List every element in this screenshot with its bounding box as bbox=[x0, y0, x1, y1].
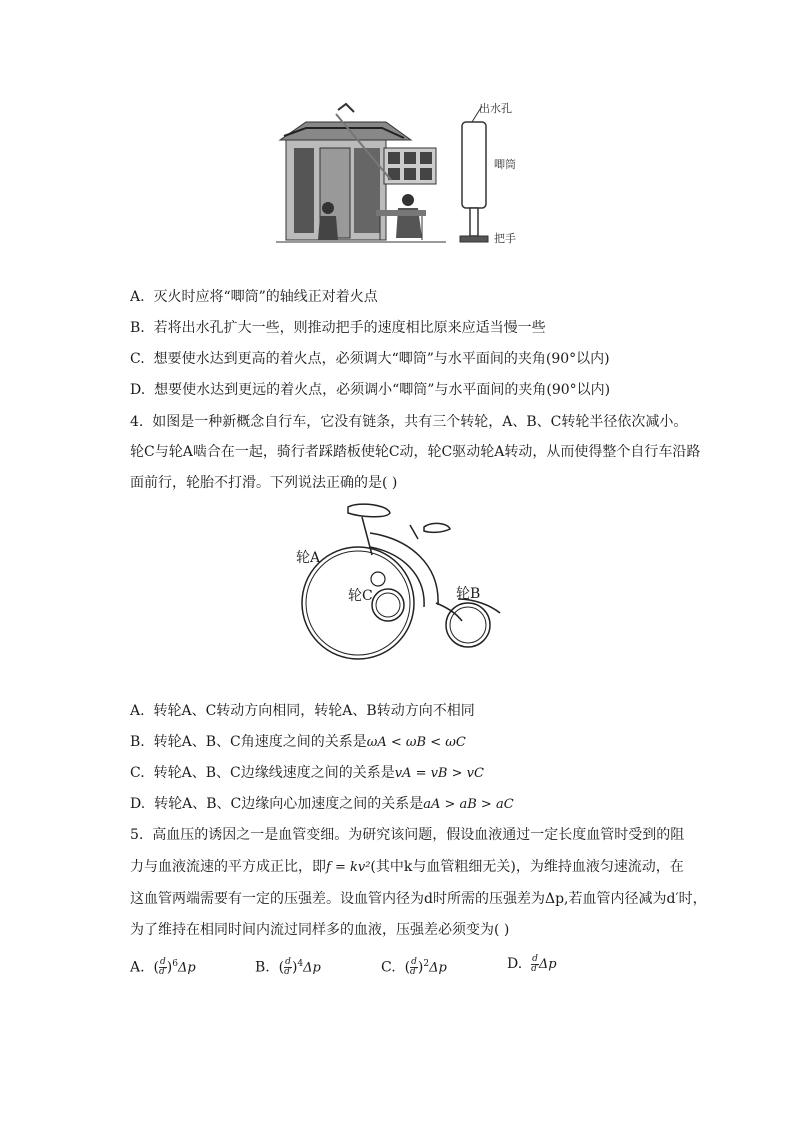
fraction: $\frac{d}{d'}$ bbox=[284, 957, 292, 978]
label-tube: 唧筒 bbox=[494, 158, 516, 171]
q5-option-d: D. $\frac{d}{d'}$ Δp bbox=[507, 953, 557, 974]
q5-stem-line4: 为了维持在相同时间内流过同样多的血液，压强差必须变为( ) bbox=[130, 922, 510, 938]
figure-fire-pump bbox=[276, 100, 516, 250]
fraction: $\frac{d}{d'}$ bbox=[531, 953, 539, 974]
label-wheel-b: 轮B bbox=[456, 586, 481, 602]
fraction: $\frac{d}{d'}$ bbox=[158, 957, 167, 978]
q5-stem-line2: 力与血液流速的平方成正比，即f = kv²(其中k与血管粗细无关)，为维持血液匀速流动，在 bbox=[130, 859, 684, 875]
q4-option-b: B. 转轮A、B、C角速度之间的关系是ωA < ωB < ωC bbox=[130, 734, 466, 750]
label-outlet: 出水孔 bbox=[479, 102, 512, 115]
fraction: $\frac{d}{d'}$ bbox=[410, 957, 418, 978]
q3-option-a: A. 灭火时应将“唧筒”的轴线正对着火点 bbox=[130, 289, 378, 305]
pump-tube-diagram bbox=[452, 100, 522, 250]
q4-stem-line2: 轮C与轮A啮合在一起，骑行者踩踏板使轮C动，轮C驱动轮A转动，从而使得整个自行车沿路 bbox=[130, 444, 701, 460]
q4-option-a: A. 转轮A、C转动方向相同，转轮A、B转动方向不相同 bbox=[130, 703, 475, 719]
q5-stem-line3: 这血管两端需要有一定的压强差。设血管内径为d时所需的压强差为Δp,若血管内径减为d′时， bbox=[130, 891, 707, 907]
q4-option-c: C. 转轮A、B、C边缘线速度之间的关系是vA = vB > vC bbox=[130, 765, 484, 781]
label-wheel-a: 轮A bbox=[296, 550, 321, 566]
label-wheel-c: 轮C bbox=[348, 588, 373, 604]
q5-option-b: B. ( $\frac{d}{d'}$ )$^4$Δp bbox=[255, 957, 321, 978]
q4-option-d: D. 转轮A、B、C边缘向心加速度之间的关系是aA > aB > aC bbox=[130, 796, 514, 812]
q5-stem-line1: 5. 高血压的诱因之一是血管变细。为研究该问题，假设血液通过一定长度血管时受到的阻 bbox=[130, 827, 685, 843]
q5-option-a: A. ( $\frac{d}{d'}$ )$^6$Δp bbox=[130, 957, 196, 978]
q4-stem-line3: 面前行，轮胎不打滑。下列说法正确的是( ) bbox=[130, 475, 398, 491]
historical-illustration bbox=[276, 100, 446, 248]
figure-bicycle bbox=[290, 495, 510, 670]
q3-option-d: D. 想要使水达到更远的着火点，必须调小“唧筒”与水平面间的夹角(90°以内) bbox=[130, 382, 611, 398]
q5-option-c: C. ( $\frac{d}{d'}$ )$^2$Δp bbox=[381, 957, 447, 978]
q3-option-c: C. 想要使水达到更高的着火点，必须调大“唧筒”与水平面间的夹角(90°以内) bbox=[130, 351, 610, 367]
label-handle: 把手 bbox=[494, 232, 516, 245]
q3-option-b: B. 若将出水孔扩大一些，则推动把手的速度相比原来应适当慢一些 bbox=[130, 320, 546, 336]
q4-stem-line1: 4. 如图是一种新概念自行车，它没有链条，共有三个转轮，A、B、C转轮半径依次减小。 bbox=[130, 414, 688, 430]
